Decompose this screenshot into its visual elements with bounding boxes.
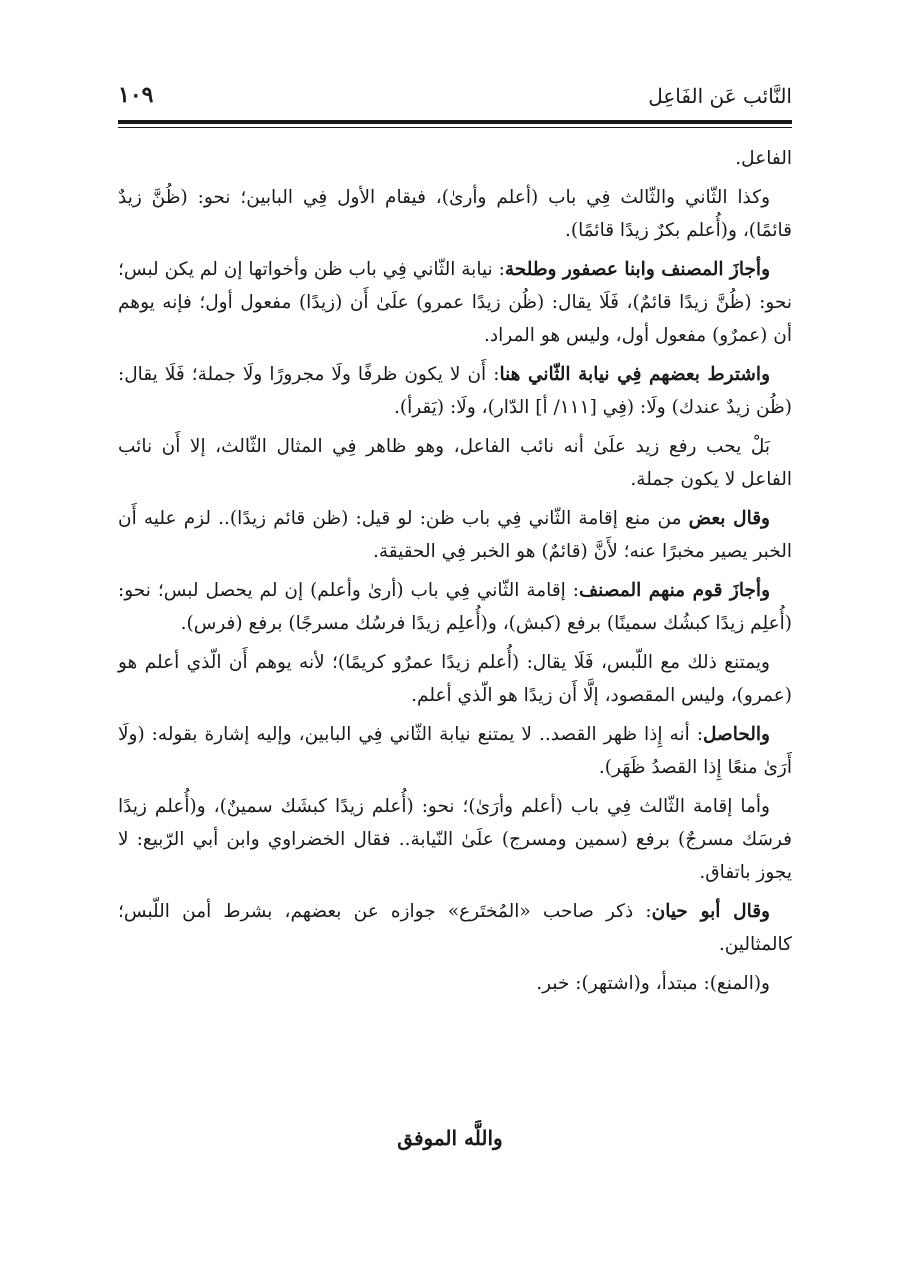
closing-phrase: واللَّه الموفق bbox=[397, 1126, 503, 1150]
paragraph: والحاصل: أنه إِذا ظهر القصد.. لا يمتنع نيابة الثّاني فِي البابين، وإليه إشارة بقوله: (ولَا أَرَىٰ منعًا إِذا القصدُ ظَهَر). bbox=[118, 724, 792, 778]
paragraph: بَلْ يحب رفع زيد علَىٰ أنه نائب الفاعل، وهو ظاهر فِي المثال الثّالث، إلا أَن نائب الفاعل لا يكون جملة. bbox=[118, 436, 792, 490]
paragraph: و(المنع): مبتدأ، و(اشتهر): خبر. bbox=[536, 973, 770, 994]
body-text bbox=[118, 142, 792, 1006]
paragraph: وكذا الثّاني والثّالث فِي باب (أعلم وأرىٰ)، فيقام الأول فِي البابين؛ نحو: (ظُنَّ زيدٌ قائمًا)، و(أُعلم بكرٌ زيدًا قائمًا). bbox=[118, 187, 792, 241]
paragraph: وقال أبو حيان: ذكر صاحب «المُختَرع» جوازه عن بعضهم، بشرط أمن اللّبس؛ كالمثالين. bbox=[118, 901, 792, 955]
paragraph-lead: واشترط بعضهم فِي نيابة الثّاني هنا bbox=[499, 364, 771, 385]
paragraph-lead: وقال أبو حيان bbox=[651, 901, 770, 922]
page-header bbox=[118, 78, 792, 118]
paragraph-lead: وأجازَ المصنف وابنا عصفور وطلحة bbox=[504, 259, 771, 280]
page-number: ١٠٩ bbox=[118, 82, 154, 108]
paragraph: واشترط بعضهم فِي نيابة الثّاني هنا: أَن لا يكون ظرفًا ولَا مجرورًا ولَا جملة؛ فَلَا يقال: (ظُن زيدٌ عندك) ولَا: (فِي [١١١/ أ] الدّار)، ولَا: (يَقرأ). bbox=[118, 364, 792, 418]
paragraph-lead: والحاصل bbox=[702, 724, 770, 745]
paragraph: وقال بعض من منع إقامة الثّاني فِي باب ظن: لو قيل: (ظن قائم زيدًا).. لزم عليه أَن الخبر يصير مخبرًا عنه؛ لأَنَّ (قائمٌ) هو الخبر فِي الحقيقة. bbox=[118, 508, 792, 562]
paragraph-lead: وقال بعض bbox=[688, 508, 770, 529]
header-rule-thick bbox=[118, 120, 792, 124]
running-title: النَّائب عَن الفَاعِل bbox=[648, 84, 792, 108]
paragraph: ويمتنع ذلك مع اللّبس، فَلَا يقال: (أُعلم زيدًا عمرٌو كريمًا)؛ لأنه يوهم أَن الّذي أعلم هو (عمرو)، وليس المقصود، إلَّا أَن زيدًا هو الّذي أعلم. bbox=[118, 652, 792, 706]
paragraph: وأما إقامة الثّالث فِي باب (أعلم وأرَىٰ)؛ نحو: (أُعلم زيدًا كبشَك سمينٌ)، و(أُعلم زيدًا فرسَك مسرجٌ) برفع (سمين ومسرج) علَىٰ النّيابة.. فقال الخضراوي وابن أبي الرّبيع: لا يجوز باتفاق. bbox=[118, 796, 792, 883]
header-rule-thin bbox=[118, 127, 792, 128]
paragraph: الفاعل. bbox=[735, 148, 792, 169]
paragraph: وأجازَ المصنف وابنا عصفور وطلحة: نيابة الثّاني فِي باب ظن وأخواتها إن لم يكن لبس؛ نحو: (ظُنَّ زيدًا قائمٌ)، فَلَا يقال: (ظُن زيدًا عمرو) علَىٰ أَن (زيدًا) مفعول أول؛ فإنه يوهم أن (عمرٌو) مفعول أول، وليس هو المراد. bbox=[118, 259, 792, 346]
paragraph-lead: وأجازَ قوم منهم المصنف bbox=[578, 580, 770, 601]
paragraph: وأجازَ قوم منهم المصنف: إقامة الثّاني فِي باب (أرىٰ وأعلم) إن لم يحصل لبس؛ نحو: (أُعلِم زيدًا كبشُك سمينًا) برفع (كبش)، و(أُعلِم زيدًا فرسُك مسرجًا) برفع (فرس). bbox=[118, 580, 792, 634]
